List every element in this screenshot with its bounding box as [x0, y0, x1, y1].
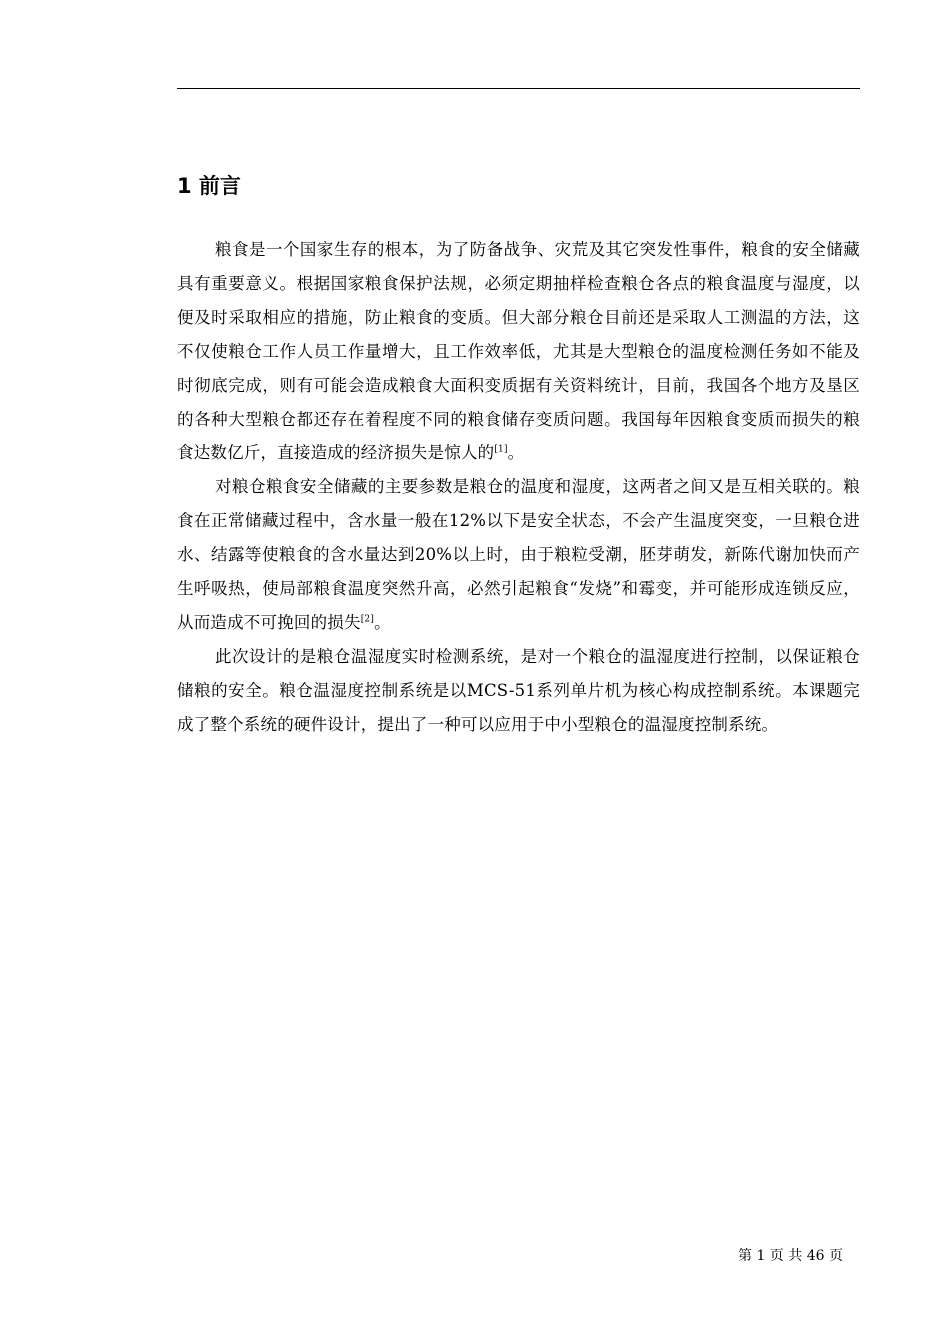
paragraph-1	[177, 233, 860, 470]
section-title: 1 前言	[177, 174, 241, 198]
paragraph-text: 粮食是一个国家生存的根本，为了防备战争、灾荒及其它突发性事件，粮食的安全储藏具有重要意义。根据国家粮食保护法规，必须定期抽样检查粮仓各点的粮食温度与湿度，以便及时采取相应的措施，防止粮食的变质。但大部分粮仓目前还是采取人工测温的方法，这不仅使粮仓工作人员工作量增大，且工作效率低，尤其是大型粮仓的温度检测任务如不能及时彻底完成，则有可能会造成粮食大面积变质据有关资料统计，目前，我国各个地方及垦区的各种大型粮仓都还存在着程度不同的粮食储存变质问题。我国每年因粮食变质而损失的粮食达数亿斤，直接造成的经济损失是惊人的	[177, 240, 860, 463]
paragraph-tail: 。	[507, 443, 525, 463]
body-text	[177, 233, 860, 742]
citation-ref: [1]	[494, 444, 508, 455]
paragraph-text: 对粮仓粮食安全储藏的主要参数是粮仓的温度和湿度，这两者之间又是互相关联的。粮食在正常储藏过程中，含水量一般在12%以下是安全状态，不会产生温度突变，一旦粮仓进水、结露等使粮食的含水量达到20%以上时，由于粮粒受潮，胚芽萌发，新陈代谢加快而产生呼吸热，使局部粮食温度突然升高，必然引起粮食“发烧”和霉变，并可能形成连锁反应，从而造成不可挽回的损失	[177, 477, 860, 632]
paragraph-3	[177, 640, 860, 742]
paragraph-2	[177, 470, 860, 640]
paragraph-tail: 。	[374, 612, 391, 632]
paragraph-text: 此次设计的是粮仓温湿度实时检测系统，是对一个粮仓的温湿度进行控制，以保证粮仓储粮的安全。粮仓温湿度控制系统是以MCS-51系列单片机为核心构成控制系统。本课题完成了整个系统的硬件设计，提出了一种可以应用于中小型粮仓的温湿度控制系统。	[177, 646, 860, 734]
citation-ref: [2]	[360, 614, 375, 625]
page-number: 第 1 页 共 46 页	[738, 1248, 843, 1264]
header-rule	[177, 88, 860, 89]
